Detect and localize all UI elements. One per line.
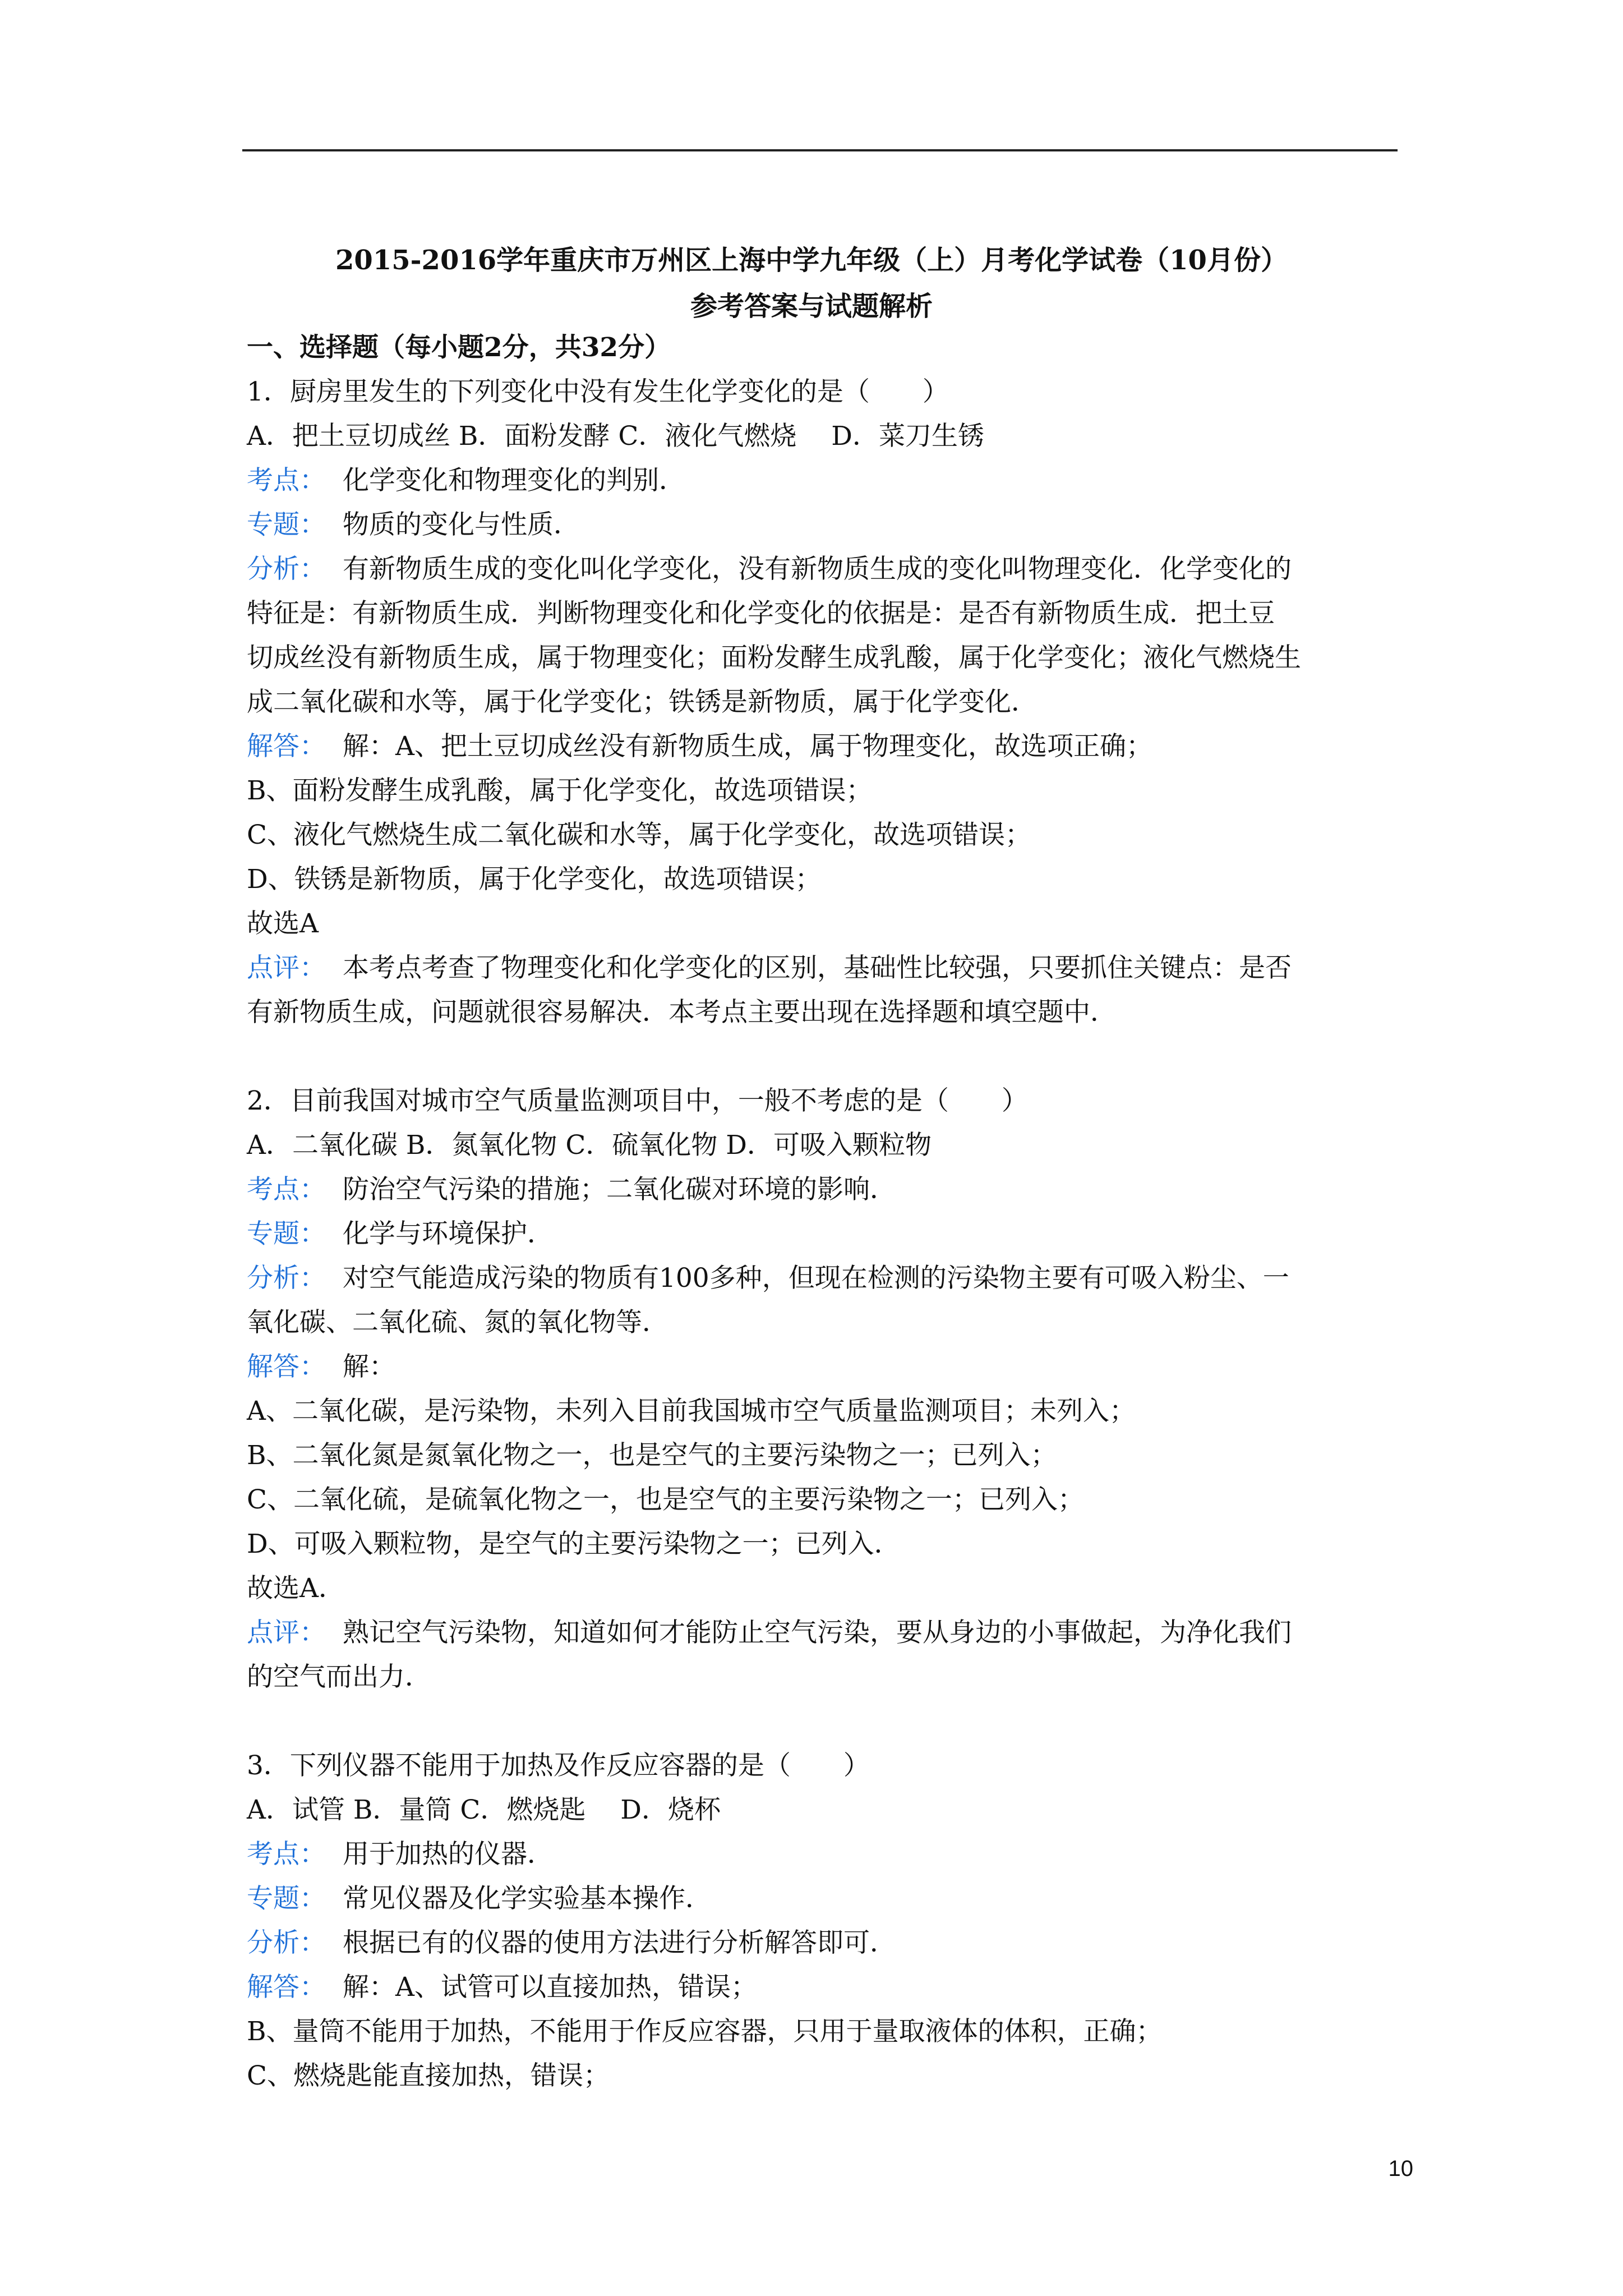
- q2-zhuanti: 专题： 化学与环境保护．: [247, 1218, 554, 1249]
- q2-fenxi: 分析： 对空气能造成污染的物质有100多种，但现在检测的污染物主要有可吸入粉尘、一: [247, 1263, 1289, 1294]
- jieda-label: 解答：: [247, 731, 326, 762]
- q1-fenxi-line: 特征是：有新物质生成．判断物理变化和化学变化的依据是：是否有新物质生成．把土豆: [247, 598, 1275, 629]
- q2-dianping-line: 的空气而出力．: [247, 1662, 431, 1692]
- kaodian-label: 考点：: [247, 465, 326, 496]
- q1-jieda-line: C、液化气燃烧生成二氧化碳和水等，属于化学变化，故选项错误；: [247, 820, 1031, 850]
- q1-dianping-line: 有新物质生成，问题就很容易解决．本考点主要出现在选择题和填空题中．: [247, 997, 1117, 1028]
- q3-jieda-line: B、量筒不能用于加热，不能用于作反应容器，只用于量取液体的体积，正确；: [247, 2016, 1163, 2047]
- dianping-label: 点评：: [247, 953, 326, 983]
- q1-jieda-line: B、面粉发酵生成乳酸，属于化学变化，故选项错误；: [247, 775, 873, 806]
- jieda-label: 解答：: [247, 1972, 326, 2003]
- zhuanti-label: 专题：: [247, 1883, 326, 1914]
- fenxi-label: 分析：: [247, 554, 326, 585]
- q1-zhuanti: 专题： 物质的变化与性质．: [247, 509, 580, 540]
- question-2-stem: 2．目前我国对城市空气质量监测项目中，一般不考虑的是（ ）: [247, 1085, 1028, 1116]
- q1-jieda: 解答： 解：A、把土豆切成丝没有新物质生成，属于物理变化，故选项正确；: [247, 731, 1152, 762]
- q2-jieda-line: A、二氧化碳，是污染物，未列入目前我国城市空气质量监测项目；未列入；: [247, 1396, 1136, 1427]
- page-number: 10: [1388, 2156, 1413, 2181]
- kaodian-label: 考点：: [247, 1174, 326, 1205]
- q1-kaodian: 考点： 化学变化和物理变化的判别．: [247, 465, 685, 496]
- zhuanti-label: 专题：: [247, 1218, 326, 1249]
- q1-fenxi: 分析： 有新物质生成的变化叫化学变化，没有新物质生成的变化叫物理变化．化学变化的: [247, 554, 1292, 585]
- document-body: [247, 325, 1402, 2098]
- spacer: [247, 1699, 1402, 1743]
- zhuanti-label: 专题：: [247, 509, 326, 540]
- q2-jieda-line: B、二氧化氮是氮氧化物之一，也是空气的主要污染物之一；已列入；: [247, 1440, 1057, 1471]
- question-3-options: A．试管 B．量筒 C．燃烧匙 D．烧杯: [247, 1795, 721, 1825]
- q1-fenxi-line: 切成丝没有新物质生成，属于物理变化；面粉发酵生成乳酸，属于化学变化；液化气燃烧生: [247, 642, 1301, 673]
- fenxi-label: 分析：: [247, 1927, 326, 1958]
- q1-jieda-line: 故选A: [247, 908, 319, 939]
- q2-jieda-line: D、可吸入颗粒物，是空气的主要污染物之一；已列入．: [247, 1529, 901, 1559]
- section-heading: 一、选择题（每小题2分，共32分）: [247, 332, 671, 363]
- q3-jieda-line: C、燃烧匙能直接加热，错误；: [247, 2060, 610, 2091]
- question-3-stem: 3．下列仪器不能用于加热及作反应容器的是（ ）: [247, 1750, 870, 1781]
- q3-zhuanti: 专题： 常见仪器及化学实验基本操作．: [247, 1883, 712, 1914]
- q2-fenxi-line: 氧化碳、二氧化硫、氮的氧化物等．: [247, 1307, 668, 1338]
- q2-jieda-line: C、二氧化硫，是硫氧化物之一，也是空气的主要污染物之一；已列入；: [247, 1484, 1084, 1515]
- question-1-stem: 1．厨房里发生的下列变化中没有发生化学变化的是（ ）: [247, 376, 949, 407]
- q1-dianping: 点评： 本考点考查了物理变化和化学变化的区别，基础性比较强，只要抓住关键点：是否: [247, 953, 1292, 983]
- question-2-options: A．二氧化碳 B．氮氧化物 C．硫氧化物 D．可吸入颗粒物: [247, 1130, 932, 1161]
- q2-kaodian: 考点： 防治空气污染的措施；二氧化碳对环境的影响．: [247, 1174, 896, 1205]
- header-rule: [242, 149, 1398, 151]
- q2-jieda: 解答： 解：: [247, 1351, 395, 1382]
- q2-jieda-line: 故选A．: [247, 1573, 345, 1604]
- spacer: [247, 1034, 1402, 1079]
- q3-jieda: 解答： 解：A、试管可以直接加热，错误；: [247, 1972, 757, 2003]
- q1-fenxi-line: 成二氧化碳和水等，属于化学变化；铁锈是新物质，属于化学变化．: [247, 687, 1038, 717]
- q2-dianping: 点评： 熟记空气污染物，知道如何才能防止空气污染，要从身边的小事做起，为净化我们: [247, 1617, 1292, 1648]
- fenxi-label: 分析：: [247, 1263, 326, 1294]
- q3-kaodian: 考点： 用于加热的仪器．: [247, 1839, 554, 1870]
- jieda-label: 解答：: [247, 1351, 326, 1382]
- dianping-label: 点评：: [247, 1617, 326, 1648]
- page-subtitle: 参考答案与试题解析: [690, 291, 933, 322]
- kaodian-label: 考点：: [247, 1839, 326, 1870]
- page-title: 2015-2016学年重庆市万州区上海中学九年级（上）月考化学试卷（10月份）: [335, 245, 1288, 276]
- q1-jieda-line: D、铁锈是新物质，属于化学变化，故选项错误；: [247, 864, 822, 895]
- question-1-options: A．把土豆切成丝 B．面粉发酵 C．液化气燃烧 D．菜刀生锈: [247, 421, 984, 452]
- q3-fenxi: 分析： 根据已有的仪器的使用方法进行分析解答即可．: [247, 1927, 896, 1958]
